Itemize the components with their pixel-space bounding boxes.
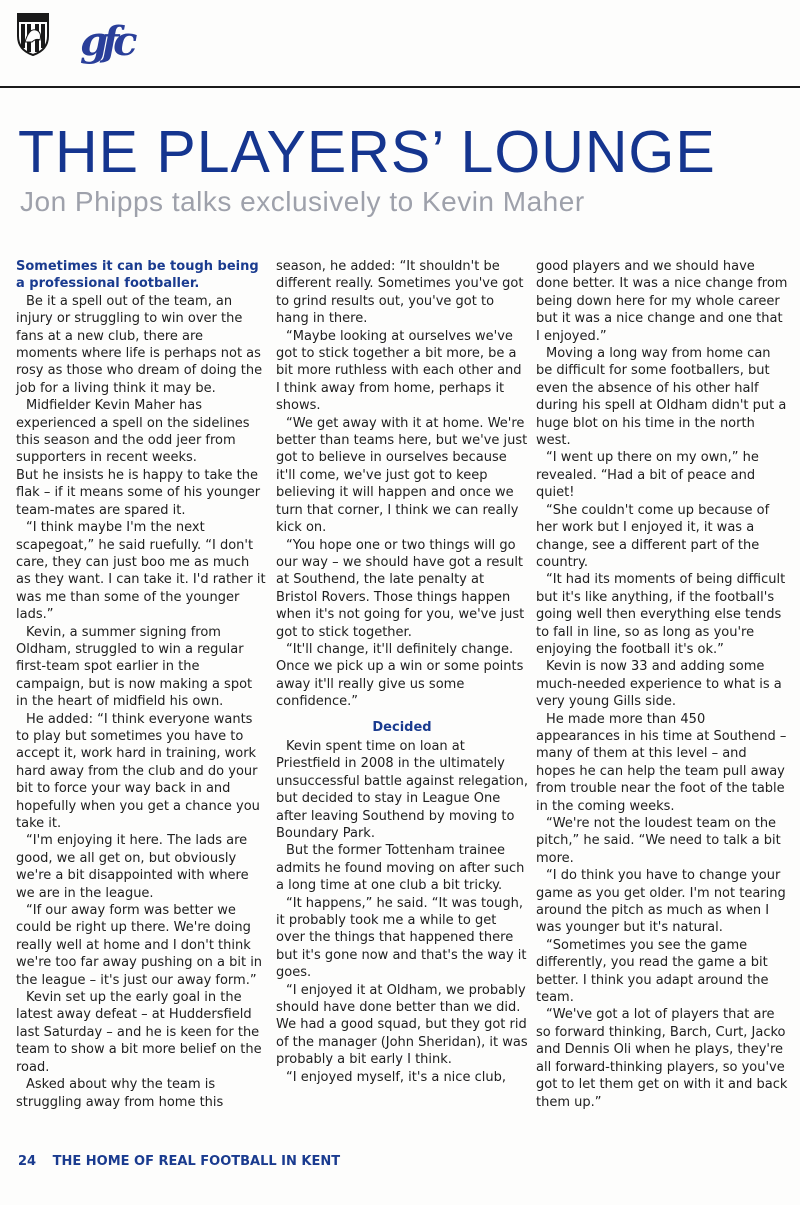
- page-number: 24: [18, 1154, 37, 1169]
- article-subheading: Decided: [372, 719, 432, 735]
- article-paragraph: Midfielder Kevin Maher has experienced a spell on the sidelines this season and the odd jeer from supporters in recent weeks.: [16, 398, 250, 466]
- article-paragraph: “I do think you have to change your game as you get older. I'm not tearing around the pitch as much as when I was younger but it's natural.: [536, 868, 786, 936]
- article-paragraph: “She couldn't come up because of her work but I enjoyed it, it was a change, see a different part of the country.: [536, 502, 770, 570]
- article-paragraph: Kevin set up the early goal in the latest away defeat – at Huddersfield last Saturday – and he is keen for the team to show a bit more belief on the road.: [16, 990, 262, 1075]
- article-paragraph: “If our away form was better we could be right up there. We're doing really well at home and I don't think we're too far away pushing on a bit in the league – it's just our away form.”: [16, 903, 263, 988]
- footer-tagline: THE HOME OF REAL FOOTBALL IN KENT: [52, 1154, 341, 1169]
- article-paragraph: “You hope one or two things will go our way – we should have got a result at Southend, the late penalty at Bristol Rovers. Those things happen when it's not going for you, we've just got to stick together.: [276, 537, 525, 640]
- article-column-2: [276, 258, 528, 1086]
- article-paragraph: “I think maybe I'm the next scapegoat,” he said ruefully. “I don't care, they can just boo me as much as they want. I can take it. I'd rather it was me than some of the younger lads.”: [16, 520, 266, 623]
- article-column-3: [536, 258, 788, 1111]
- article-paragraph: “I enjoyed myself, it's a nice club,: [286, 1069, 506, 1085]
- page-footer: [18, 1154, 340, 1169]
- article-paragraph: Be it a spell out of the team, an injury or struggling to win over the fans at a new club, there are moments where life is perhaps not as rosy as those who dream of doing the job for a living think it may be.: [16, 293, 263, 396]
- article-paragraph: “Sometimes you see the game differently, you read the game a bit better. I think you adapt around the team.: [536, 937, 769, 1006]
- article-paragraph: “We get away with it at home. We're better than teams here, but we've just got to believe in ourselves because it'll come, we've just got to keep believing it will happen and once we turn that corner, I think we can really kick on.: [276, 415, 528, 536]
- article-lead: Sometimes it can be tough being a professional footballer.: [16, 259, 259, 292]
- article-paragraph: Moving a long way from home can be difficult for some footballers, but even the absence of his other half during his spell at Oldham didn't put a huge blot on his time in the north west.: [536, 346, 787, 449]
- article-paragraph: good players and we should have done better. It was a nice change from being down here for my whole career but it was a nice change and one that I enjoyed.”: [536, 259, 788, 344]
- article-paragraph: He made more than 450 appearances in his time at Southend – many of them at this level – and hopes he can help the team pull away from trouble near the foot of the table in the coming weeks.: [536, 711, 787, 814]
- article-paragraph: “We've got a lot of players that are so forward thinking, Barch, Curt, Jacko and Dennis Oli when he plays, they're all forward-thinking players, so you've got to let them get on with it and back them up.”: [536, 1007, 788, 1110]
- article-paragraph: Kevin spent time on loan at Priestfield in 2008 in the ultimately unsuccessful battle against relegation, but decided to stay in League One after leaving Southend by moving to Boundary Park.: [276, 738, 529, 841]
- article-paragraph: Asked about why the team is struggling away from home this: [16, 1077, 224, 1110]
- article-column-1: [16, 258, 268, 1111]
- page-subtitle: Jon Phipps talks exclusively to Kevin Maher: [20, 186, 585, 217]
- article-paragraph: “I'm enjoying it here. The lads are good, we all get on, but obviously we're a bit disappointed with where we are in the league.: [16, 833, 249, 901]
- article-paragraph: “I enjoyed it at Oldham, we probably should have done better than we did. We had a good squad, but they got rid of the manager (John Sheridan), it was probably a bit early I think.: [276, 982, 528, 1068]
- article-paragraph: “It had its moments of being difficult but it's like anything, if the football's going well then everything else tends to fall in line, so as long as you're enjoying the football it's ok.”: [536, 572, 786, 657]
- article-paragraph: “I went up there on my own,” he revealed. “Had a bit of peace and quiet!: [536, 450, 759, 501]
- header-divider: [0, 86, 800, 88]
- article-paragraph: “We're not the loudest team on the pitch,” he said. “We need to talk a bit more.: [536, 816, 781, 866]
- article-paragraph: He added: “I think everyone wants to play but sometimes you have to accept it, work hard in training, work hard away from the club and do your bit to force your way back in and hopefully when you get a chance you take it.: [16, 711, 260, 831]
- gfc-logo: gfc: [80, 18, 132, 65]
- article-paragraph: “It'll change, it'll definitely change. Once we pick up a win or some points away it'll really give us some confidence.”: [276, 641, 524, 710]
- article-paragraph: “It happens,” he said. “It was tough, it probably took me a while to get over the things that happened there but it's gone now and that's the way it goes.: [276, 895, 527, 981]
- article-paragraph: But the former Tottenham trainee admits he found moving on after such a long time at one club a bit tricky.: [276, 843, 525, 894]
- page-title: THE PLAYERS’ LOUNGE: [18, 119, 716, 185]
- gillingham-crest-icon: [16, 12, 50, 56]
- article-paragraph: Kevin is now 33 and adding some much-needed experience to what is a very young Gills side.: [536, 659, 782, 710]
- article-paragraph: season, he added: “It shouldn't be different really. Sometimes you've got to grind results out, you've got to hang in there.: [276, 259, 524, 327]
- article-paragraph: But he insists he is happy to take the flak – if it means some of his younger team-mates are spared it.: [16, 467, 261, 518]
- article-paragraph: “Maybe looking at ourselves we've got to stick together a bit more, be a bit more ruthless with each other and I think away from home, perhaps it shows.: [276, 328, 522, 414]
- article-paragraph: Kevin, a summer signing from Oldham, struggled to win a regular first-team spot earlier in the campaign, but is now making a spot in the heart of midfield his own.: [16, 624, 253, 710]
